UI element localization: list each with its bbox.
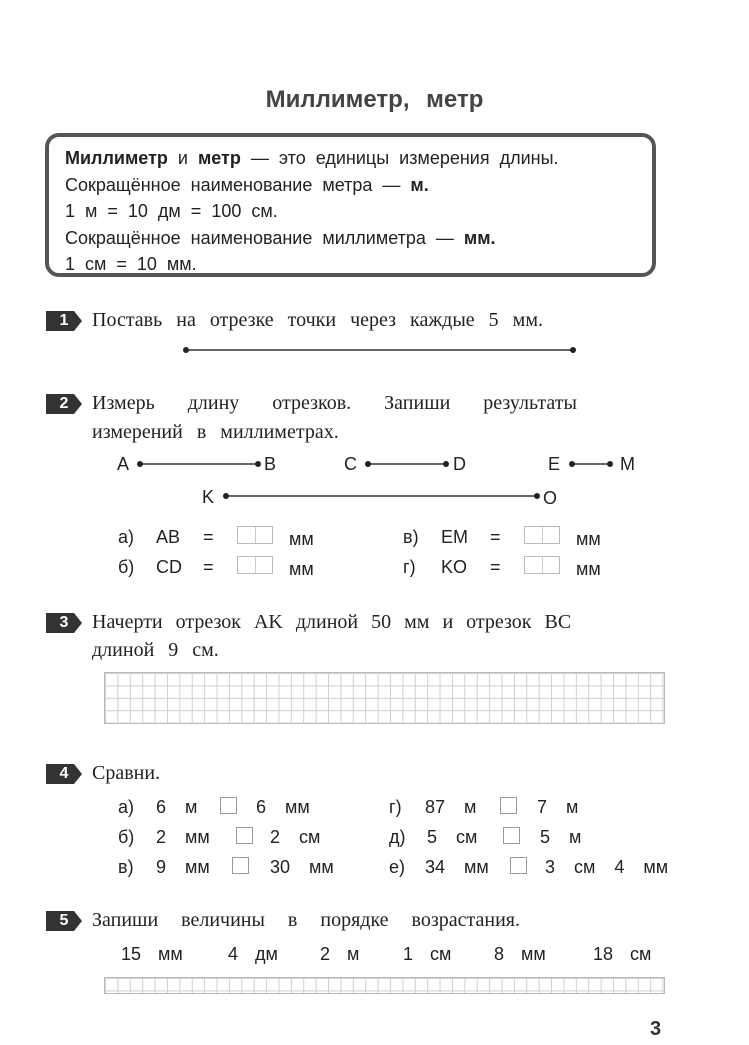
compare-box[interactable] xyxy=(232,857,249,874)
answer-segment: KO xyxy=(441,557,468,577)
answer-segment: EM xyxy=(441,527,468,547)
task-3-line-2: длиной 9 см. xyxy=(92,639,219,661)
task-number: 3 xyxy=(59,614,69,631)
compare-label: б) xyxy=(118,827,135,847)
task-1-badge xyxy=(46,311,84,331)
segment-em xyxy=(569,461,613,467)
compare-label: г) xyxy=(389,797,402,817)
point-label-d: D xyxy=(453,454,466,474)
task-3-badge xyxy=(46,613,84,633)
compare-box[interactable] xyxy=(510,857,527,874)
value-item: 1 см xyxy=(403,944,452,964)
compare-label: а) xyxy=(118,797,135,817)
compare-label: е) xyxy=(389,857,406,877)
answer-box-em[interactable] xyxy=(524,526,560,544)
point-label-o: O xyxy=(543,488,558,508)
compare-right: 2 см xyxy=(270,827,321,847)
rule-box xyxy=(45,133,656,277)
compare-right: 30 мм xyxy=(270,857,334,877)
segment-ko xyxy=(223,493,540,499)
answer-equals: = xyxy=(203,527,214,547)
value-item: 4 дм xyxy=(228,944,278,964)
rule-term-meter: метр xyxy=(197,148,241,168)
rule-text: Сокращённое наименование метра — xyxy=(65,174,411,195)
task-3-line-1: Начерти отрезок AK длиной 50 мм и отрезок BC xyxy=(92,611,572,633)
answer-box-ab[interactable] xyxy=(237,526,273,544)
task-5-text: Запиши величины в порядке возрастания. xyxy=(92,909,520,931)
rule-text: и xyxy=(167,148,198,168)
segment-endpoint xyxy=(183,347,189,353)
compare-box[interactable] xyxy=(220,797,237,814)
value-item: 2 м xyxy=(320,944,360,964)
task-number: 2 xyxy=(59,395,69,412)
answer-box-ko[interactable] xyxy=(524,556,560,574)
compare-right: 3 см 4 мм xyxy=(545,857,669,877)
rule-text: — это единицы измерения длины. xyxy=(240,148,559,168)
point-label-m: M xyxy=(620,454,635,474)
point-label-k: K xyxy=(202,487,215,507)
task-number: 5 xyxy=(59,912,69,929)
compare-box[interactable] xyxy=(236,827,253,844)
answer-equals: = xyxy=(490,527,501,547)
compare-right: 7 м xyxy=(537,797,579,817)
task-1-segment[interactable] xyxy=(180,343,580,357)
answer-equals: = xyxy=(490,557,501,577)
answer-label: в) xyxy=(403,527,419,547)
answer-equals: = xyxy=(203,557,214,577)
compare-left: 34 мм xyxy=(425,857,489,877)
task-number: 1 xyxy=(59,312,69,329)
value-item: 15 мм xyxy=(121,944,183,964)
compare-right: 5 м xyxy=(540,827,582,847)
compare-left: 2 мм xyxy=(156,827,210,847)
point-label-a: A xyxy=(117,454,130,474)
segment-endpoint xyxy=(570,347,576,353)
task-2-badge xyxy=(46,394,84,414)
task-5-badge xyxy=(46,911,84,931)
answer-segment: CD xyxy=(156,557,182,577)
answer-label: б) xyxy=(118,557,135,577)
compare-left: 5 см xyxy=(427,827,478,847)
compare-box[interactable] xyxy=(500,797,517,814)
rule-line-3: 1 м = 10 дм = 100 см. xyxy=(65,201,278,221)
value-item: 18 см xyxy=(593,944,652,964)
rule-line-2 xyxy=(65,172,636,199)
task-1-text: Поставь на отрезке точки через каждые 5 мм. xyxy=(92,309,543,331)
task-5-answer-grid[interactable] xyxy=(104,977,665,994)
rule-line-1 xyxy=(65,145,636,172)
answer-unit: мм xyxy=(576,529,601,549)
compare-box[interactable] xyxy=(503,827,520,844)
compare-left: 87 м xyxy=(425,797,477,817)
answer-unit: мм xyxy=(289,559,314,579)
task-number: 4 xyxy=(59,765,69,782)
answer-box-cd[interactable] xyxy=(237,556,273,574)
task-4-badge xyxy=(46,764,84,784)
rule-line-5: 1 см = 10 мм. xyxy=(65,254,197,274)
task-2-line-2: измерений в миллиметрах. xyxy=(92,421,339,443)
rule-line-4 xyxy=(65,225,636,252)
answer-unit: мм xyxy=(289,529,314,549)
answer-label: а) xyxy=(118,527,135,547)
point-label-b: B xyxy=(264,454,277,474)
compare-left: 6 м xyxy=(156,797,198,817)
rule-abbr-millimeter: мм. xyxy=(463,227,496,248)
answer-segment: AB xyxy=(156,527,181,547)
compare-right: 6 мм xyxy=(256,797,310,817)
page-title: Миллиметр, метр xyxy=(265,86,484,113)
value-item: 8 мм xyxy=(494,944,546,964)
rule-term-millimeter: Миллиметр xyxy=(65,148,168,168)
task-4-text: Сравни. xyxy=(92,762,161,784)
segment-cd xyxy=(365,461,449,467)
compare-label: в) xyxy=(118,857,134,877)
compare-left: 9 мм xyxy=(156,857,210,877)
compare-label: д) xyxy=(389,827,406,847)
segment-ab xyxy=(137,461,261,467)
page-number: 3 xyxy=(650,1018,662,1040)
rule-text: Сокращённое наименование миллиметра — xyxy=(65,227,464,248)
task-2-segments xyxy=(110,450,670,510)
point-label-c: C xyxy=(344,454,357,474)
task-3-drawing-grid[interactable] xyxy=(104,672,665,724)
rule-abbr-meter: м. xyxy=(410,174,429,195)
answer-label: г) xyxy=(403,557,416,577)
answer-unit: мм xyxy=(576,559,601,579)
point-label-e: E xyxy=(548,454,561,474)
task-2-line-1: Измерь длину отрезков. Запиши результаты xyxy=(92,392,577,414)
